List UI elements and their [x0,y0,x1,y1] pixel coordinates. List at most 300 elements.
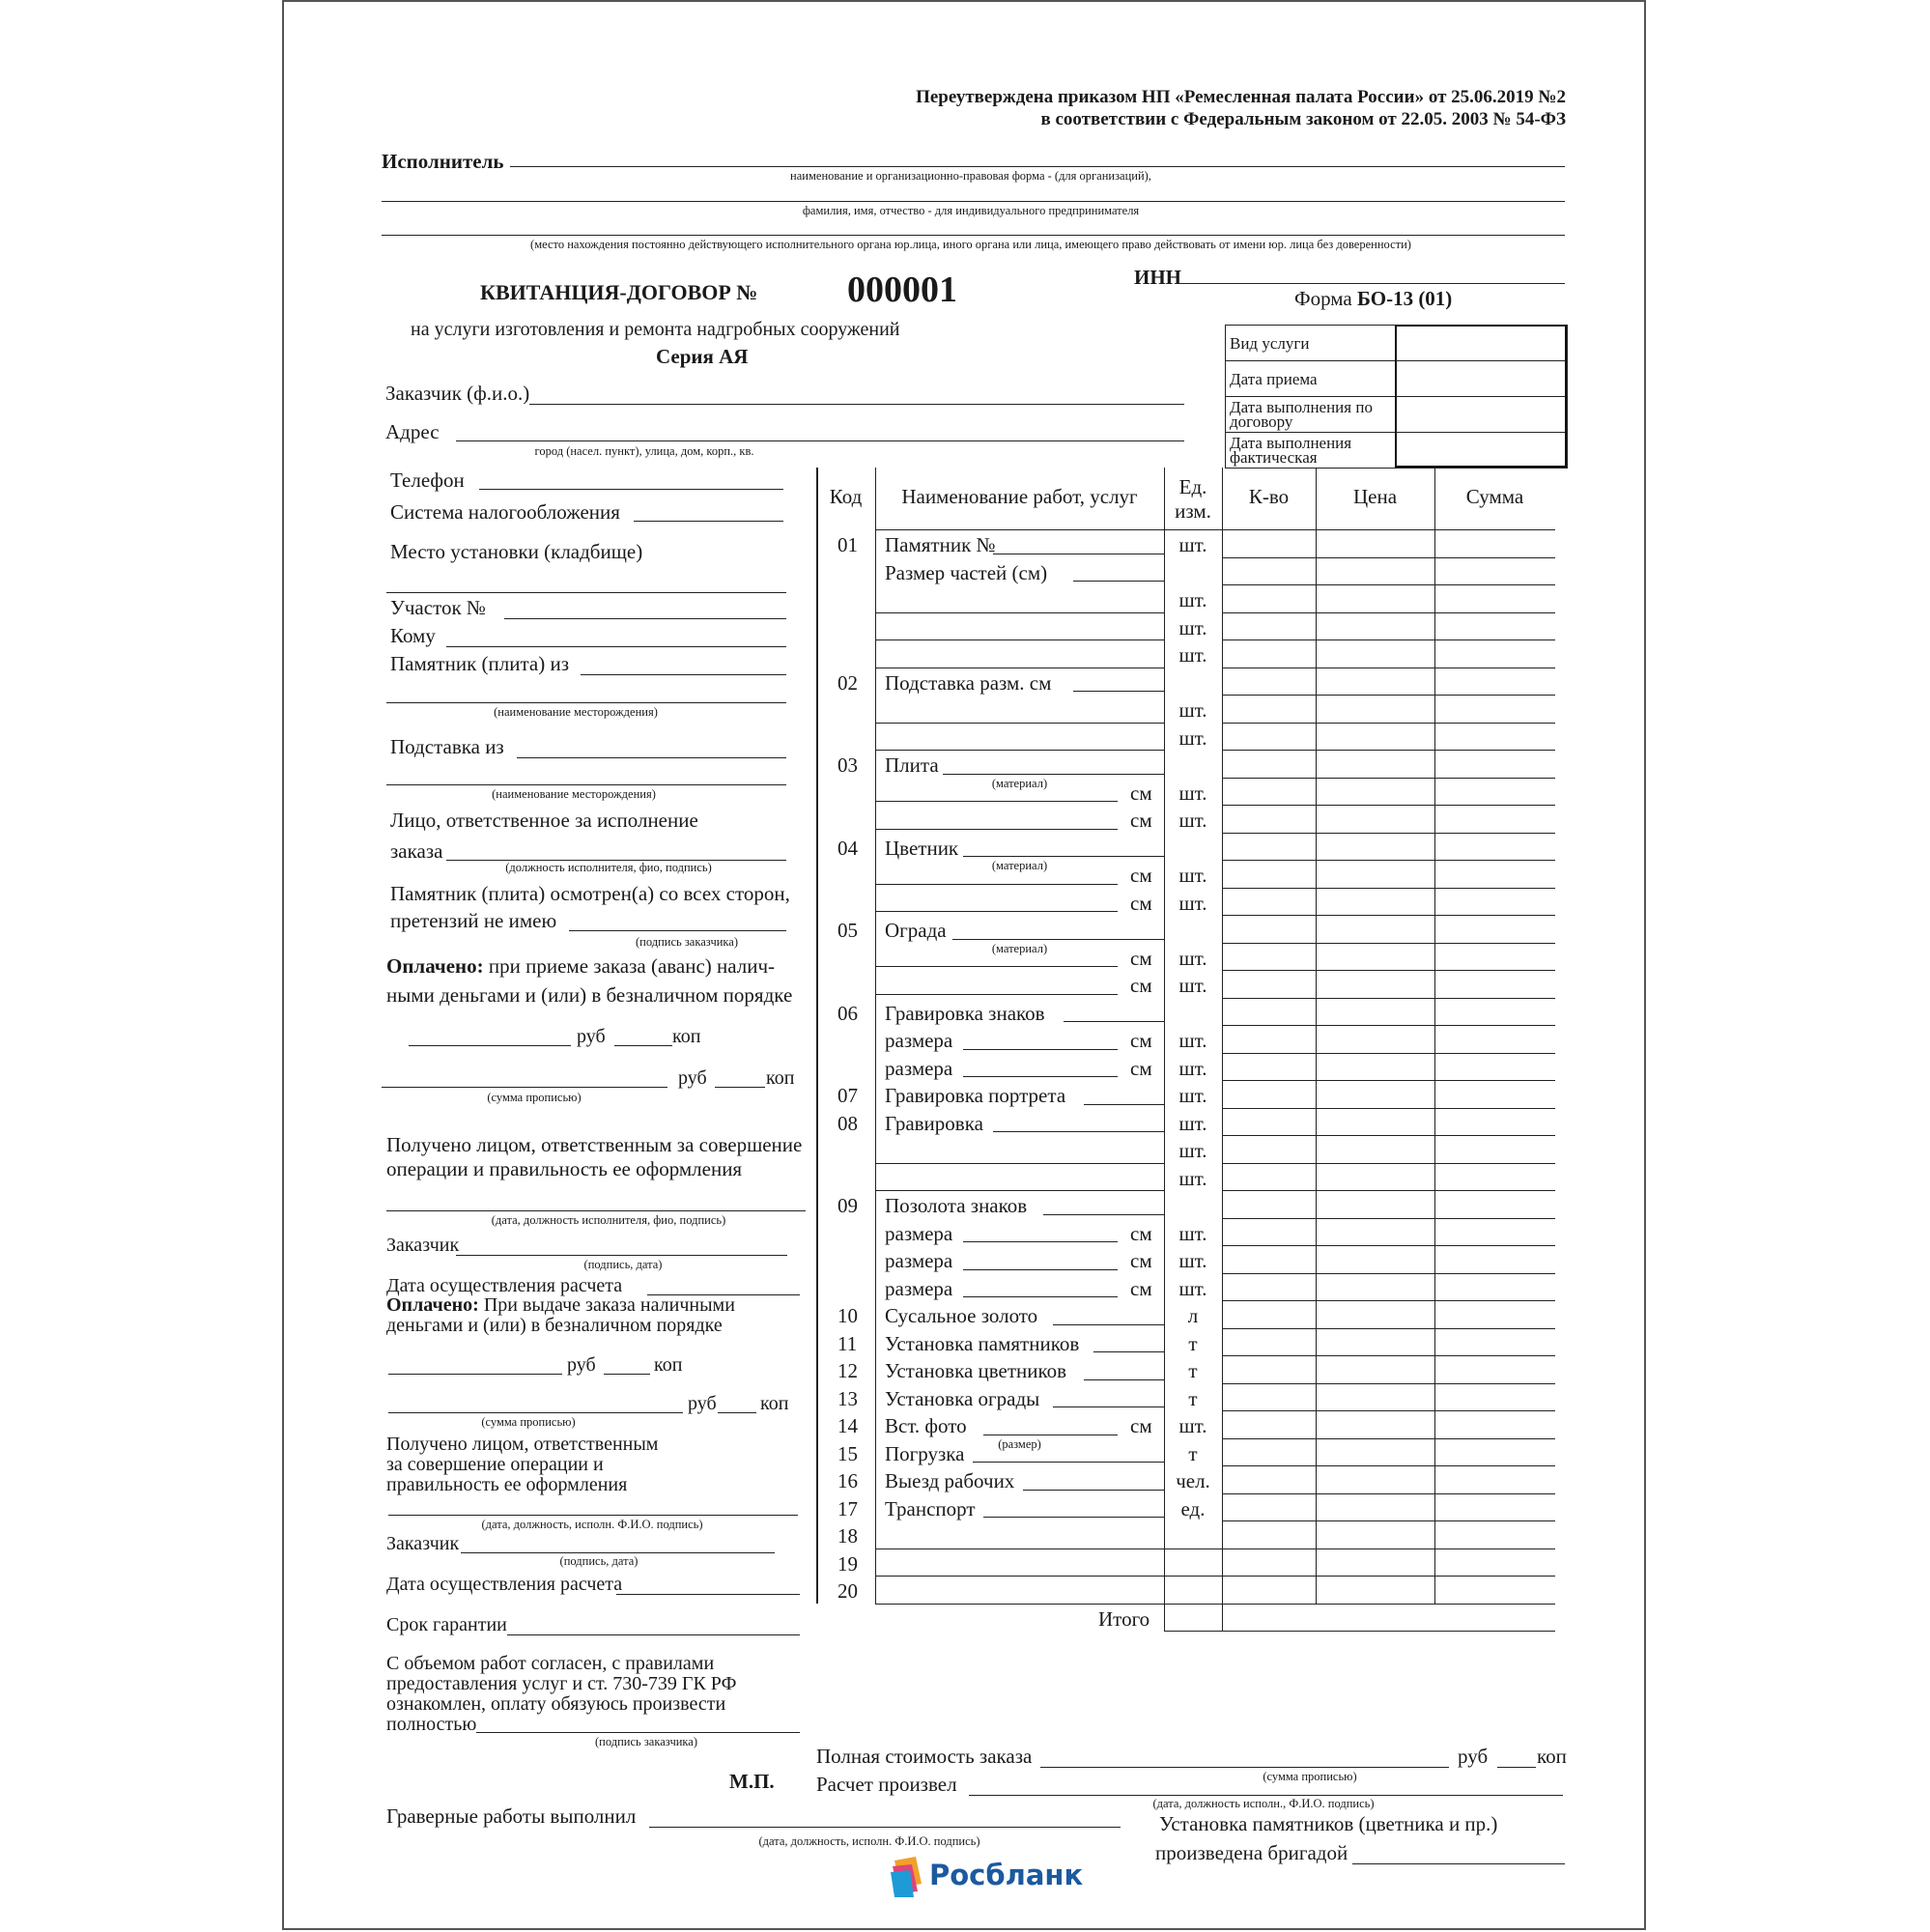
responsible-label-2: заказа [390,839,443,863]
row-line-values [1222,778,1555,779]
row-line-name[interactable] [1073,691,1164,692]
row-unit: шт. [1178,864,1207,887]
row-line-name[interactable] [875,1190,1164,1191]
row-line-values [1222,1163,1555,1164]
row-name: Размер частей (см) [885,560,1048,584]
row-name: Установка ограды [885,1386,1040,1410]
row-code: 12 [837,1359,858,1382]
row-line-values [1222,1355,1555,1356]
address-label: Адрес [385,420,440,443]
row-line-name[interactable] [1053,1324,1164,1325]
row-unit: шт. [1178,643,1207,667]
row-code: 04 [837,836,858,860]
row-line-values [1222,888,1555,889]
row-line-name[interactable] [875,1604,1164,1605]
row-line-values [1222,1438,1555,1439]
calc-by-line[interactable] [969,1795,1563,1796]
header-price: Цена [1352,485,1398,508]
row-line-values [1222,1576,1555,1577]
paid2-rest: При выдаче заказа наличными [478,1294,735,1316]
row-line-name[interactable] [952,939,1164,940]
calc-date-line-2[interactable] [616,1594,800,1595]
row-name: Подставка разм. см [885,670,1052,695]
row-unit: шт. [1178,974,1207,997]
customer-sign-line[interactable] [456,1255,787,1256]
row-line-values [1222,1465,1555,1466]
row-line-values [1222,1135,1555,1136]
row-unit: шт. [1178,1111,1207,1135]
row-unit: шт. [1178,698,1207,722]
row-code: 02 [837,670,858,695]
paid2-sum-caption: (сумма прописью) [481,1415,576,1429]
row-line-values [1222,1520,1555,1521]
received-b-caption: (дата, должность, исполн. Ф.И.О. подпись) [481,1518,703,1531]
row-line-values [1222,695,1555,696]
executor-caption-2: фамилия, имя, отчество - для индивидуального предпринимателя [802,204,1140,217]
row-code: 14 [837,1414,858,1437]
full-cost-kop: коп [1537,1745,1567,1768]
install-text-1: Установка памятников (цветника и пр.) [1159,1812,1498,1835]
row-line-values [1222,1273,1555,1274]
row-line-name[interactable] [1064,1021,1164,1022]
row-code: 06 [837,1001,858,1025]
header-code: Код [829,485,863,508]
row-line-name[interactable] [963,856,1164,857]
paid2-bold: Оплачено: [386,1294,479,1316]
paid-sum-line[interactable] [382,1087,667,1088]
row-line-name[interactable] [875,639,1164,640]
agree-text-3: ознакомлен, оплату обязуюсь произвести [386,1693,726,1715]
row-code: 20 [837,1579,858,1603]
received-b-text: Получено лицом, ответственным [386,1434,659,1455]
table-vline-0 [1164,468,1165,1631]
row-line-values [1222,557,1555,558]
row-line-values [1222,1383,1555,1384]
row-unit: шт. [1178,1139,1207,1162]
install-line[interactable] [1352,1863,1565,1864]
row-unit: шт. [1178,1249,1207,1272]
accept-date-label: Дата приема [1226,361,1397,397]
row-line-values [1222,639,1555,640]
row-line-values [1222,1410,1555,1411]
service-box-border [1395,325,1567,468]
row-line-values [1222,970,1555,971]
row-cm: см [1130,891,1152,915]
row-name: размера [885,1056,953,1080]
row-unit: шт. [1178,1084,1207,1107]
row-line-unit [1164,1576,1222,1577]
row-line-values [1222,1328,1555,1329]
row-caption: (материал) [991,859,1048,872]
plot-line[interactable] [504,618,786,619]
tax-label: Система налогообложения [390,500,620,524]
total-label: Итого [1098,1606,1150,1631]
row-line-name[interactable] [993,1131,1164,1132]
plot-label: Участок № [390,596,486,619]
row-name: Сусальное золото [885,1304,1038,1327]
row-line-name[interactable] [875,884,1118,885]
row-line-values [1222,860,1555,861]
row-line-values [1222,998,1555,999]
row-line-name[interactable] [875,911,1118,912]
table-header-bottom [875,529,1555,530]
row-line-name[interactable] [875,1576,1164,1577]
row-line-unit [1164,1604,1222,1605]
phone-label: Телефон [390,469,465,492]
row-caption: (размер) [998,1436,1041,1451]
paid-sum-caption: (сумма прописью) [487,1091,582,1104]
inspected-caption: (подпись заказчика) [635,935,739,949]
row-cm: см [1130,974,1152,997]
paid-bold: Оплачено: [386,954,484,978]
agree-caption: (подпись заказчика) [594,1735,698,1748]
row-code: 09 [837,1194,858,1217]
row-cm: см [1130,946,1152,970]
header-qty: К-во [1248,485,1290,508]
customer-sign-caption-2: (подпись, дата) [559,1554,639,1568]
row-name: размера [885,1249,953,1272]
row-line-values [1222,750,1555,751]
received-caption: (дата, должность исполнителя, фио, подпись) [491,1213,726,1227]
row-unit: шт. [1178,615,1207,639]
row-code: 10 [837,1304,858,1327]
approval-line-1: Переутверждена приказом НП «Ремесленная палата России» от 25.06.2019 №2 [916,87,1566,107]
row-line-values [1222,723,1555,724]
row-cm: см [1130,1276,1152,1300]
row-name: Гравировка [885,1111,983,1135]
warranty-label: Срок гарантии [386,1614,507,1635]
row-line-values [1222,1548,1555,1549]
row-name: Гравировка портрета [885,1084,1066,1107]
received-b-text-3: правильность ее оформления [386,1474,628,1495]
row-unit: шт. [1178,1029,1207,1052]
paid-text-2: ными деньгами и (или) в безналичном порядке [386,983,793,1007]
row-line-values [1222,1493,1555,1494]
paid-kop-line[interactable] [614,1045,672,1046]
row-unit: шт. [1178,946,1207,970]
full-cost-rub: руб [1458,1745,1489,1768]
row-line-name[interactable] [983,1517,1164,1518]
row-line-values [1222,1025,1555,1026]
executor-line-2[interactable] [382,201,1565,202]
row-name: Цветник [885,836,959,860]
monument-material-line[interactable] [581,674,786,675]
row-code: 05 [837,919,858,942]
table-vline-left [816,468,818,1604]
agree-text-2: предоставления услуг и ст. 730-739 ГК РФ [386,1673,737,1694]
row-cm: см [1130,781,1152,805]
row-name: размера [885,1221,953,1245]
row-line-name[interactable] [1084,1104,1164,1105]
row-line-name[interactable] [1053,1406,1164,1407]
row-name: Погрузка [885,1441,965,1465]
paid2-kop-label: коп [654,1354,683,1376]
paid2-kop-line[interactable] [604,1374,650,1375]
warranty-line[interactable] [507,1634,800,1635]
paid2-text [386,1294,735,1317]
form-code [1294,287,1452,311]
row-line-name[interactable] [973,1462,1164,1463]
full-cost-kop-line[interactable] [1497,1767,1536,1768]
row-line-name[interactable] [1084,1379,1164,1380]
paid2-kop-label-2: коп [760,1393,789,1414]
inn-label: ИНН [1134,266,1182,289]
row-line-name[interactable] [875,829,1118,830]
contract-date-label: Дата выполнения по договору [1226,397,1397,433]
row-name: Памятник № [885,533,996,556]
responsible-caption: (должность исполнителя, фио, подпись) [505,861,712,874]
to-whom-label: Кому [390,624,436,647]
doc-number: 000001 [847,270,957,310]
row-line-values [1222,1245,1555,1246]
rosblank-logo-text: Росбланк [929,1859,1084,1891]
row-line-name[interactable] [875,612,1164,613]
row-unit: шт. [1178,588,1207,611]
paid-kop-label-2: коп [766,1067,795,1089]
row-line-name[interactable] [875,801,1118,802]
header-name: Наименование работ, услуг [901,485,1138,508]
customer-sign-caption: (подпись, дата) [583,1258,663,1271]
paid2-kop-line-2[interactable] [718,1412,756,1413]
paid-rub-label: руб [577,1026,606,1047]
row-unit: т [1188,1331,1198,1355]
monument-deposit-caption: (наименование месторождения) [494,705,658,719]
row-line-values [1222,943,1555,944]
stand-deposit-line[interactable] [386,784,786,785]
row-line-values [1222,1218,1555,1219]
agree-sign-line[interactable] [476,1732,800,1733]
row-code: 11 [837,1331,858,1355]
row-line-name[interactable] [875,1163,1164,1164]
paid2-sum-line[interactable] [388,1412,683,1413]
row-name: Позолота знаков [885,1194,1028,1217]
received-text: Получено лицом, ответственным за совершение [386,1133,803,1156]
received-b-line[interactable] [388,1515,798,1516]
customer-line[interactable] [529,404,1184,405]
received-line[interactable] [386,1210,806,1211]
inspected-text-2: претензий не имею [390,909,557,932]
row-cm: см [1130,864,1152,887]
row-line-unit [1164,1548,1222,1549]
row-name: Вст. фото [885,1414,967,1437]
row-unit: шт. [1178,891,1207,915]
row-line-name[interactable] [875,723,1164,724]
address-caption: город (насел. пункт), улица, дом, корп., кв. [534,444,754,458]
paid2-rub-label-2: руб [688,1393,717,1414]
row-unit: шт. [1178,1166,1207,1190]
executor-line[interactable] [510,166,1565,167]
monument-deposit-line[interactable] [386,702,786,703]
header-unit-1: Ед. [1178,475,1207,498]
engraving-line[interactable] [649,1827,1121,1828]
customer-label: Заказчик (ф.и.о.) [385,382,530,405]
paid-kop-line-2[interactable] [715,1087,765,1088]
full-cost-line[interactable] [1040,1767,1449,1768]
paid-rest: при приеме заказа (аванс) налич- [483,954,776,978]
row-unit: л [1187,1304,1199,1327]
paid2-rub-line[interactable] [388,1374,562,1375]
row-line-name[interactable] [963,1241,1118,1242]
agree-text-1: С объемом работ согласен, с правилами [386,1653,715,1674]
paid-rub-label-2: руб [678,1067,707,1089]
address-line[interactable] [456,440,1184,441]
place-label: Место установки (кладбище) [390,540,643,563]
row-line-name[interactable] [875,994,1118,995]
row-line-name[interactable] [963,1076,1118,1077]
row-line-name[interactable] [1073,581,1164,582]
row-cm: см [1130,809,1152,832]
inspected-sign-line[interactable] [569,930,786,931]
row-unit: шт. [1178,1056,1207,1080]
row-unit: т [1188,1386,1198,1410]
doc-title: КВИТАНЦИЯ-ДОГОВОР № [480,280,758,304]
row-name: размера [885,1029,953,1052]
row-unit: шт. [1178,809,1207,832]
row-line-values [1222,1190,1555,1191]
paid-text [386,954,775,979]
row-code: 15 [837,1441,858,1465]
stand-deposit-caption: (наименование месторождения) [492,787,656,801]
row-line-values [1222,805,1555,806]
rosblank-logo-icon [889,1855,927,1899]
row-line-values [1222,1604,1555,1605]
install-text-2: произведена бригадой [1155,1841,1348,1864]
row-cm: см [1130,1056,1152,1080]
row-line-name[interactable] [943,774,1164,775]
row-unit: шт. [1178,533,1207,556]
row-line-name[interactable] [963,1296,1118,1297]
full-cost-caption: (сумма прописью) [1263,1770,1357,1783]
row-line-name[interactable] [1043,1214,1164,1215]
row-code: 03 [837,753,858,777]
customer-sign-line-2[interactable] [461,1552,775,1553]
received-text-2: операции и правильность ее оформления [386,1157,743,1180]
paid2-text-2: деньгами и (или) в безналичном порядке [386,1315,723,1336]
actual-date-label: Дата выполнения фактическая [1226,433,1397,469]
header-unit-2: изм. [1175,499,1211,523]
row-line-name[interactable] [1023,1490,1164,1491]
form-code-value: БО-13 (01) [1357,287,1453,310]
row-line-name[interactable] [875,750,1164,751]
row-line-values [1222,584,1555,585]
row-caption: (материал) [991,941,1048,955]
paid-kop-label: коп [672,1026,701,1047]
customer-sign-label: Заказчик [386,1235,460,1256]
row-unit: шт. [1178,1276,1207,1300]
row-unit: шт. [1178,1414,1207,1437]
row-line-values [1222,1300,1555,1301]
row-line-name[interactable] [963,1269,1118,1270]
row-code: 18 [837,1524,858,1548]
row-line-values [1222,1080,1555,1081]
row-cm: см [1130,1221,1152,1245]
executor-line-3[interactable] [382,235,1565,236]
row-unit: шт. [1178,781,1207,805]
doc-subtitle: на услуги изготовления и ремонта надгробных сооружений [411,319,900,340]
stamp-label: М.П. [729,1770,775,1793]
row-unit: шт. [1178,725,1207,750]
row-code: 08 [837,1111,858,1135]
paid2-rub-label: руб [567,1354,596,1376]
row-name: Гравировка знаков [885,1001,1045,1025]
paid-rub-line[interactable] [409,1045,571,1046]
row-cm: см [1130,1249,1152,1272]
place-line[interactable] [386,592,786,593]
row-line-values [1222,1108,1555,1109]
received-b-text-2: за совершение операции и [386,1454,604,1475]
row-line-values [1222,833,1555,834]
row-unit: чел. [1176,1469,1210,1492]
row-line-values [1222,612,1555,613]
row-code: 19 [837,1551,858,1576]
agree-text-4: полностью [386,1714,477,1735]
customer-sign-label-2: Заказчик [386,1533,460,1554]
to-whom-line[interactable] [446,646,786,647]
row-name: Установка цветников [885,1359,1067,1382]
form-prefix: Форма [1294,287,1357,310]
calc-date-label-2: Дата осуществления расчета [386,1574,623,1595]
full-cost-label: Полная стоимость заказа [816,1745,1033,1768]
responsible-label: Лицо, ответственное за исполнение [390,809,698,832]
table-vline-code [875,468,876,1604]
row-code: 16 [837,1469,858,1492]
stand-line[interactable] [517,757,786,758]
service-type-label: Вид услуги [1226,326,1397,361]
table-vline-1 [1222,468,1223,1631]
row-line-values [1222,915,1555,916]
row-line-values [1222,1053,1555,1054]
row-code: 17 [837,1496,858,1520]
phone-line[interactable] [479,489,783,490]
approval-line-2: в соответствии с Федеральным законом от 22.05. 2003 № 54-ФЗ [1040,109,1566,129]
header-sum: Сумма [1465,485,1524,508]
engraving-caption: (дата, должность, исполн. Ф.И.О. подпись) [758,1834,980,1848]
table-vline-p0 [1316,468,1317,1604]
monument-material-label: Памятник (плита) из [390,652,570,675]
row-name: Ограда [885,919,947,942]
row-line-name[interactable] [963,1049,1118,1050]
row-cm: см [1130,1414,1152,1437]
row-name: Выезд рабочих [885,1469,1015,1492]
calc-date-label: Дата осуществления расчета [386,1275,623,1296]
row-caption: (материал) [991,776,1048,790]
engraving-label: Граверные работы выполнил [386,1804,637,1828]
executor-label: Исполнитель [382,150,504,173]
row-name: размера [885,1276,953,1300]
tax-line[interactable] [634,521,783,522]
row-name: Транспорт [885,1496,976,1520]
row-unit: т [1188,1441,1198,1465]
row-code: 13 [837,1386,858,1410]
row-unit: т [1188,1359,1198,1382]
executor-caption-3: (место нахождения постоянно действующего исполнительного органа юр.лица, иного органа или лица, имеющего право действовать от имени юр. лица без доверенности) [530,238,1411,251]
inn-line[interactable] [1180,283,1565,284]
rosblank-logo [889,1855,1140,1903]
row-line-name[interactable] [875,966,1118,967]
table-total-bottom [1164,1631,1555,1632]
stand-label: Подставка из [390,735,504,758]
row-line-name[interactable] [1093,1351,1164,1352]
row-code: 07 [837,1084,858,1107]
row-cm: см [1130,1029,1152,1052]
row-name: Плита [885,753,939,777]
calc-by-caption: (дата, должность исполн., Ф.И.О. подпись) [1152,1797,1375,1810]
row-line-name[interactable] [875,1548,1164,1549]
executor-caption-1: наименование и организационно-правовая форма - (для организаций), [790,169,1151,183]
row-name: Установка памятников [885,1331,1080,1355]
table-vline-p1 [1434,468,1435,1604]
calc-by-label: Расчет произвел [816,1773,957,1796]
